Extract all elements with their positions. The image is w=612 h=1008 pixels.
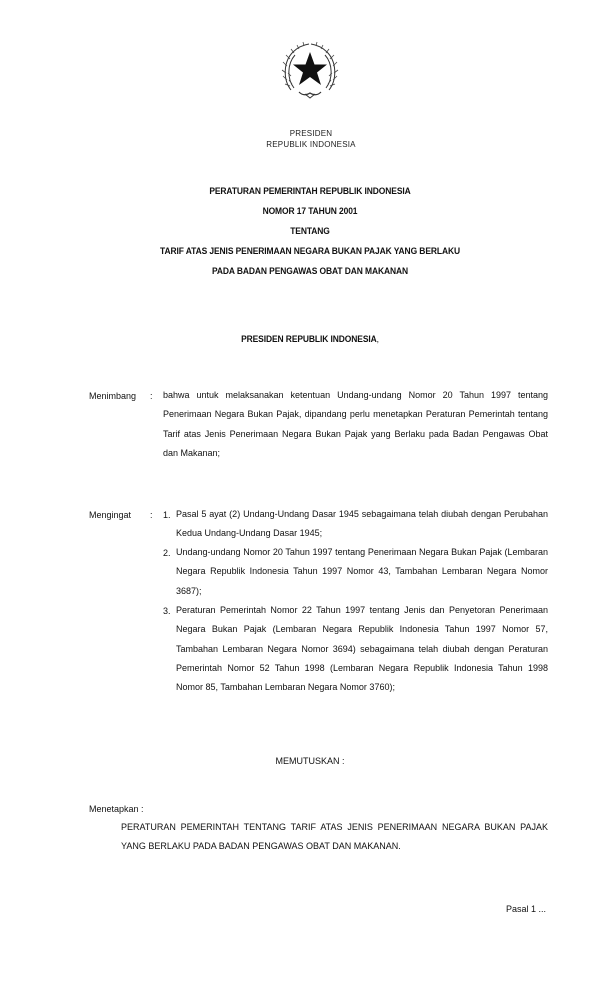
mengingat-item-2-num: 2.	[163, 548, 171, 558]
mengingat-item-2-text: Undang-undang Nomor 20 Tahun 1997 tentang Penerimaan Negara Bukan Pajak (Lembaran Negara Republik Indonesia Tahun 1997 Nomor 43, Tambahan Lembaran Negara Nomor 3687);	[176, 547, 548, 596]
caption-republik-indonesia: REPUBLIK INDONESIA	[266, 140, 356, 149]
issuer-name: PRESIDEN REPUBLIK INDONESIA	[241, 334, 377, 344]
mengingat-item-1-num: 1.	[163, 510, 171, 520]
mengingat-colon: :	[150, 510, 153, 520]
doc-title-subject-line2: PADA BADAN PENGAWAS OBAT DAN MAKANAN	[211, 266, 409, 276]
doc-title-line1: PERATURAN PEMERINTAH REPUBLIK INDONESIA	[209, 186, 411, 196]
mengingat-item-3-num: 3.	[163, 606, 171, 616]
mengingat-item-3-text: Peraturan Pemerintah Nomor 22 Tahun 1997 tentang Jenis dan Penyetoran Penerimaan Negara Bukan Pajak (Lembaran Negara Republik Indonesia Tahun 1997 Nomor 57, Tambahan Lembaran Negara Nomor 3694) sebagaimana telah diubah dengan Peraturan Pemerintah Nomor 52 Tahun 1998 (Lembaran Negara Republik Indonesia Tahun 1998 Nomor 85, Tambahan Lembaran Negara Nomor 3760);	[176, 605, 548, 693]
mengingat-item-1-text: Pasal 5 ayat (2) Undang-Undang Dasar 1945 sebagaimana telah diubah dengan Perubahan Kedua Undang-Undang Dasar 1945;	[176, 509, 548, 539]
garuda-emblem-icon	[281, 40, 339, 104]
menetapkan-label: Menetapkan :	[89, 804, 144, 814]
issuer-heading	[80, 334, 540, 344]
memutuskan-heading: MEMUTUSKAN :	[275, 756, 345, 766]
caption-presiden: PRESIDEN	[289, 129, 333, 138]
page-continuation: Pasal 1 ...	[506, 904, 547, 914]
emblem-caption	[206, 128, 416, 150]
doc-title-number: NOMOR 17 TAHUN 2001	[262, 206, 358, 216]
doc-title-tentang: TENTANG	[290, 226, 330, 236]
menetapkan-text: PERATURAN PEMERINTAH TENTANG TARIF ATAS JENIS PENERIMAAN NEGARA BUKAN PAJAK YANG BERLAKU PADA BADAN PENGAWAS OBAT DAN MAKANAN.	[121, 822, 548, 852]
menimbang-text: bahwa untuk melaksanakan ketentuan Undang-undang Nomor 20 Tahun 1997 tentang Penerimaan Negara Bukan Pajak, dipandang perlu menetapkan Peraturan Pemerintah tentang Tarif atas Jenis Penerimaan Negara Bukan Pajak yang Berlaku pada Badan Pengawas Obat dan Makanan;	[163, 390, 548, 458]
menimbang-label: Menimbang	[89, 391, 137, 401]
mengingat-label: Mengingat	[89, 510, 132, 520]
menimbang-colon: :	[150, 391, 153, 401]
doc-title-subject-line1: TARIF ATAS JENIS PENERIMAAN NEGARA BUKAN PAJAK YANG BERLAKU	[160, 246, 460, 256]
issuer-punct: ,	[376, 334, 379, 344]
